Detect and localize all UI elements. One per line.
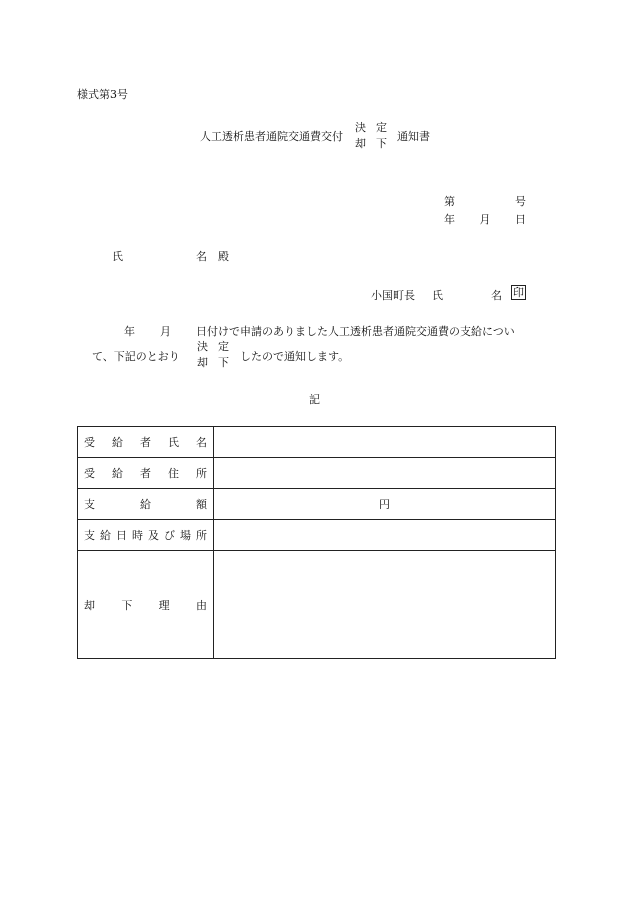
- body-choice-char: 決: [197, 340, 208, 353]
- title-choice-char: 却: [355, 137, 366, 150]
- body-month: 月: [160, 325, 171, 338]
- title-prefix: 人工透析患者通院交通費交付: [200, 130, 343, 143]
- recipient-name-cell[interactable]: [214, 427, 556, 458]
- table-row: [78, 520, 556, 551]
- label-char: 時: [132, 529, 143, 542]
- recipient-honorific: 殿: [218, 250, 229, 263]
- label-char: 受: [84, 467, 95, 480]
- label-char: 由: [195, 598, 207, 612]
- row-label-amount: [78, 489, 214, 520]
- doc-number-label: 第: [444, 195, 455, 208]
- label-char: 者: [140, 467, 151, 480]
- row-label-recipient-address: [78, 458, 214, 489]
- document-number: [444, 193, 526, 209]
- title-choice: [355, 120, 387, 152]
- date-year: 年: [444, 213, 455, 226]
- issuer-mei: 名: [491, 289, 502, 302]
- date-day: 日: [515, 213, 526, 226]
- label-char: 場: [180, 529, 191, 542]
- row-label-rejection-reason: [78, 551, 214, 659]
- label-char: 住: [168, 467, 179, 480]
- seal-mark: [507, 285, 526, 300]
- label-char: 氏: [168, 436, 179, 449]
- rejection-reason-cell[interactable]: [214, 551, 556, 659]
- yen-unit: 円: [379, 498, 390, 511]
- body-year: 年: [124, 325, 135, 338]
- label-char: 給: [100, 529, 111, 542]
- label-char: び: [164, 529, 175, 542]
- table-row: [78, 551, 556, 659]
- row-label-recipient-name: [78, 427, 214, 458]
- label-char: 給: [140, 498, 151, 511]
- body-choice-char: 定: [218, 340, 229, 353]
- title-choice-char: 決: [355, 121, 366, 134]
- label-char: 下: [121, 598, 133, 612]
- body-choice: [197, 339, 229, 371]
- recipient-mei: 名: [196, 250, 207, 263]
- label-char: 所: [196, 529, 207, 542]
- label-char: 支: [84, 498, 95, 511]
- doc-number-label: 号: [515, 195, 526, 208]
- label-char: 給: [112, 436, 123, 449]
- title-choice-char: 定: [376, 121, 387, 134]
- label-char: 支: [84, 529, 95, 542]
- issuer-title: 小国町長: [371, 289, 415, 302]
- recipient-shi: 氏: [112, 250, 123, 263]
- body-line2-suffix: したので通知します。: [240, 350, 350, 363]
- label-char: 給: [112, 467, 123, 480]
- ki-heading: 記: [309, 393, 320, 406]
- body-line2-prefix: て、下記のとおり: [92, 350, 180, 363]
- amount-cell[interactable]: [214, 489, 556, 520]
- seal-icon: 印: [513, 286, 524, 299]
- date-month: 月: [479, 213, 491, 226]
- issuer-shi: 氏: [432, 289, 443, 302]
- label-char: 者: [140, 436, 151, 449]
- table-row: [78, 489, 556, 520]
- label-char: 名: [196, 436, 207, 449]
- recipient-address-cell[interactable]: [214, 458, 556, 489]
- body-line1: 日付けで申請のありました人工透析患者通院交通費の支給につい: [196, 325, 515, 338]
- title-suffix: 通知書: [397, 130, 430, 143]
- issue-date: [444, 211, 526, 227]
- label-char: 額: [196, 498, 207, 511]
- label-char: 及: [148, 529, 159, 542]
- table-row: [78, 458, 556, 489]
- label-char: 却: [84, 598, 95, 612]
- body-choice-char: 下: [218, 356, 229, 369]
- payment-datetime-place-cell[interactable]: [214, 520, 556, 551]
- label-char: 所: [196, 467, 207, 480]
- label-char: 理: [158, 598, 170, 612]
- table-row: [78, 427, 556, 458]
- label-char: 受: [84, 436, 95, 449]
- row-label-payment-datetime-place: [78, 520, 214, 551]
- details-table: [77, 426, 556, 659]
- form-number: 様式第3号: [77, 88, 128, 101]
- label-char: 日: [116, 529, 127, 542]
- body-choice-char: 却: [197, 356, 208, 369]
- title-choice-char: 下: [376, 137, 387, 150]
